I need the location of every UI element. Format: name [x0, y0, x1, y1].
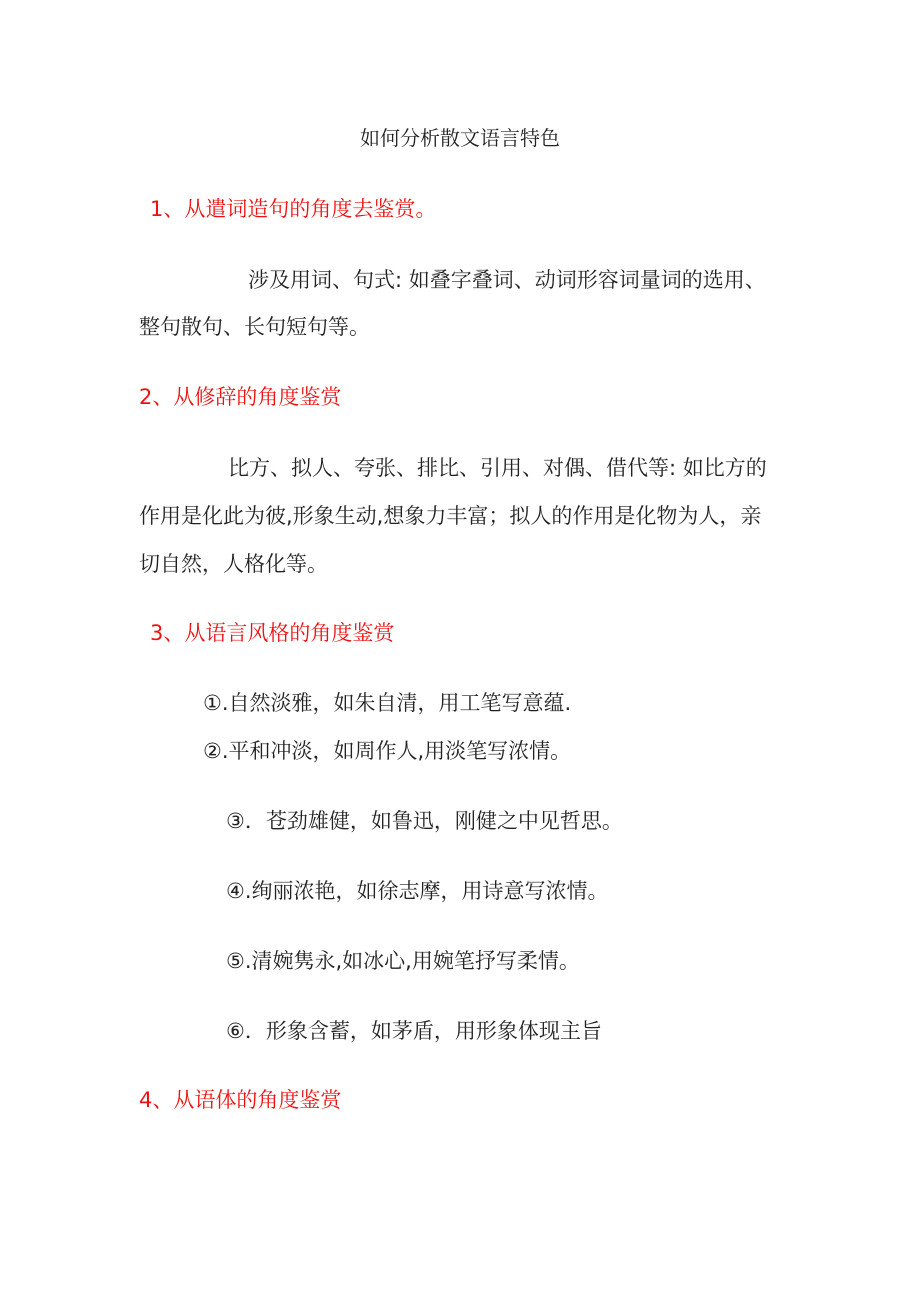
section-2-body-line-3: 切自然，人格化等。: [139, 552, 328, 576]
section-4-heading: 4、从语体的角度鉴赏: [139, 1088, 342, 1112]
section-2-heading: 2、从修辞的角度鉴赏: [139, 385, 342, 409]
document-title: 如何分析散文语言特色: [360, 126, 560, 150]
style-item-1: ①.自然淡雅，如朱自清，用工笔写意蕴.: [203, 691, 572, 715]
section-1-body-line-1: 涉及用词、句式: 如叠字叠词、动词形容词量词的选用、: [248, 268, 766, 292]
section-2-body-line-1: 比方、拟人、夸张、排比、引用、对偶、借代等: 如比方的: [228, 456, 767, 480]
style-item-3: ③．苍劲雄健，如鲁迅，刚健之中见哲思。: [226, 809, 623, 833]
style-item-4: ④.绚丽浓艳，如徐志摩，用诗意写浓情。: [226, 879, 609, 903]
style-item-2: ②.平和冲淡，如周作人,用淡笔写浓情。: [203, 739, 572, 763]
section-2-body-line-2: 作用是化此为彼,形象生动,想象力丰富；拟人的作用是化物为人，亲: [139, 504, 762, 528]
section-1-heading: 1、从遣词造句的角度去鉴赏。: [150, 197, 437, 221]
section-1-body-line-2: 整句散句、长句短句等。: [139, 315, 370, 339]
style-item-6: ⑥．形象含蓄，如茅盾，用形象体现主旨: [226, 1019, 602, 1043]
style-item-5: ⑤.清婉隽永,如冰心,用婉笔抒写柔情。: [226, 949, 580, 973]
section-3-heading: 3、从语言风格的角度鉴赏: [150, 621, 395, 645]
